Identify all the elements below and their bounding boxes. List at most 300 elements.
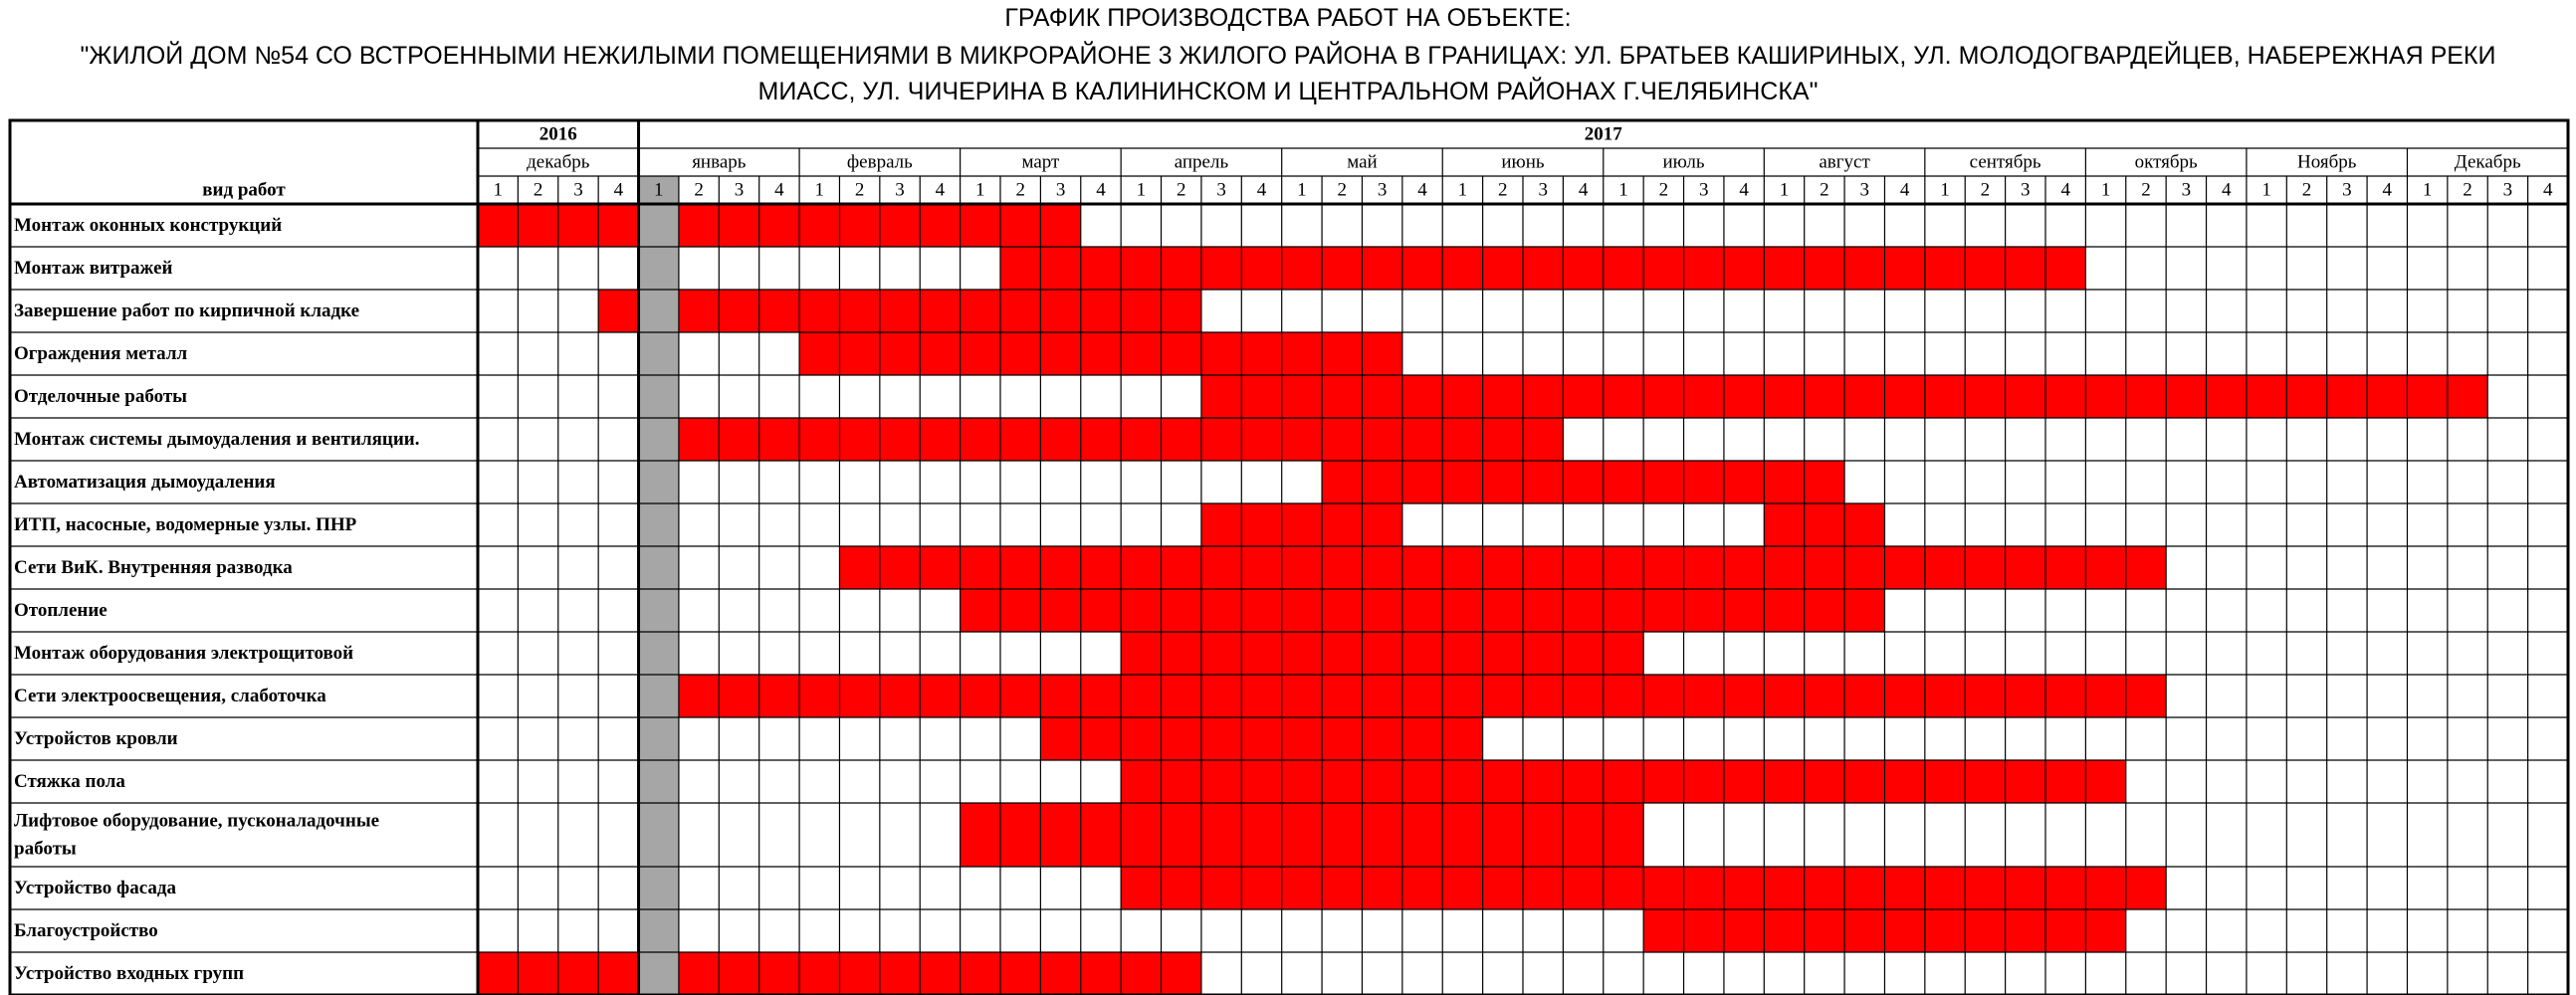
week-label: 2 [854,179,865,201]
task-bar-cell [961,952,1000,995]
task-bar-cell [1483,247,1523,290]
task-bar-cell [1241,675,1281,717]
task-bar-cell [2085,760,2125,803]
task-bar-cell [1523,867,1563,909]
task-bar-cell [1483,546,1523,589]
task-bar-cell [1483,803,1523,867]
week-label: 4 [613,179,624,201]
task-bar-cell [880,952,920,995]
task-bar-cell [1724,247,1764,290]
week-label: 4 [1256,179,1267,201]
task-bar-cell [1483,375,1523,418]
task-bar-cell [2085,867,2125,909]
task-bar-cell [1081,332,1121,375]
task-bar-cell [1442,760,1482,803]
task-name: Завершение работ по кирпичной кладке [14,299,360,321]
task-bar-cell [1805,760,1844,803]
task-bar-cell [1604,803,1643,867]
task-bar-cell [1040,290,1080,332]
task-bar-cell [1604,760,1643,803]
week-label: 1 [653,179,664,201]
task-bar-cell [1844,247,1884,290]
task-bar-cell [1362,461,1401,503]
task-bar-cell [1282,418,1322,461]
task-bar-cell [1241,717,1281,760]
week-label: 1 [814,179,825,201]
task-bar-cell [679,204,719,247]
task-bar-cell [1483,589,1523,632]
task-bar-cell [1402,461,1442,503]
task-bar-cell [1121,952,1161,995]
task-bar-cell [1965,909,2005,952]
week-label: 1 [1940,179,1950,201]
task-bar-cell [799,204,839,247]
task-bar-cell [1442,867,1482,909]
task-bar-cell [1162,760,1201,803]
task-name: Автоматизация дымоудаления [14,471,276,493]
task-bar-cell [1442,461,1482,503]
task-bar-cell [1282,803,1322,867]
week-label: 2 [1980,179,1991,201]
task-bar-cell [1081,717,1121,760]
task-bar-cell [1282,675,1322,717]
task-bar-cell [2006,909,2045,952]
task-bar-cell [839,290,879,332]
task-bar-cell [1483,760,1523,803]
task-bar-cell [1684,589,1724,632]
task-bar-cell [1925,247,1965,290]
task-bar-cell [1563,461,1603,503]
task-bar-cell [1201,867,1241,909]
task-bar-cell [2045,760,2085,803]
task-name: Отделочные работы [14,385,187,407]
task-bar-cell [1162,332,1201,375]
task-bar-cell [839,204,879,247]
task-bar-cell [1563,375,1603,418]
task-bar-cell [2407,375,2447,418]
week-label: 4 [2060,179,2070,201]
task-bar-cell [1241,632,1281,675]
week-label: 4 [1096,179,1106,201]
task-bar-cell [1925,760,1965,803]
week-label: 1 [1136,179,1147,201]
task-bar-cell [1523,418,1563,461]
week-label: 1 [2100,179,2111,201]
task-bar-cell [1241,803,1281,867]
week-label: 2 [1658,179,1669,201]
task-bar-cell [1724,675,1764,717]
task-bar-cell [2085,675,2125,717]
task-bar-cell [1322,675,1362,717]
task-bar-cell [2247,375,2286,418]
week-label: 3 [734,179,745,201]
week-label: 3 [2021,179,2031,201]
task-bar-cell [1805,675,1844,717]
week-label: 1 [2422,179,2433,201]
task-bar-cell [2085,909,2125,952]
task-bar-cell [1523,632,1563,675]
task-bar-cell [1282,760,1322,803]
task-bar-cell [1844,589,1884,632]
week-label: 1 [1457,179,1468,201]
task-bar-cell [1081,290,1121,332]
task-bar-cell [1201,760,1241,803]
task-bar-cell [1322,418,1362,461]
task-name: Монтаж оборудования электрощитовой [14,642,354,664]
task-bar-cell [2085,375,2125,418]
week-label: 4 [2543,179,2553,201]
task-bar-cell [1121,546,1161,589]
task-bar-cell [1241,247,1281,290]
task-name: Ограждения металл [14,342,188,364]
task-bar-cell [1241,503,1281,546]
task-bar-cell [1000,589,1040,632]
task-bar-cell [1684,909,1724,952]
task-bar-cell [1925,675,1965,717]
task-bar-cell [1081,803,1121,867]
task-bar-cell [1322,247,1362,290]
task-bar-cell [1040,546,1080,589]
task-bar-cell [1402,717,1442,760]
task-bar-cell [1724,867,1764,909]
month-label: сентябрь [1969,151,2041,173]
task-bar-cell [1322,503,1362,546]
task-bar-cell [1402,418,1442,461]
task-bar-cell [839,675,879,717]
task-bar-cell [1322,332,1362,375]
task-bar-cell [1844,675,1884,717]
task-bar-cell [920,290,960,332]
week-label: 3 [895,179,905,201]
task-bar-cell [759,204,799,247]
task-bar-cell [2085,546,2125,589]
month-label: март [1021,151,1060,173]
week-label: 1 [2261,179,2271,201]
task-bar-cell [1322,717,1362,760]
task-bar-cell [1402,867,1442,909]
task-bar-cell [1483,675,1523,717]
task-bar-cell [1282,867,1322,909]
task-bar-cell [1081,675,1121,717]
week-label: 2 [1176,179,1186,201]
task-bar-cell [1322,760,1362,803]
week-label: 1 [1779,179,1790,201]
task-bar-cell [2126,546,2166,589]
task-bar-cell [1442,418,1482,461]
task-bar-cell [1162,247,1201,290]
task-bar-cell [880,675,920,717]
task-bar-cell [1643,546,1683,589]
task-bar-cell [1121,632,1161,675]
task-bar-cell [1081,546,1121,589]
task-name: ИТП, насосные, водомерные узлы. ПНР [14,513,357,535]
task-bar-cell [1764,247,1804,290]
task-bar-cell [1483,632,1523,675]
task-bar-cell [920,546,960,589]
task-bar-cell [1241,418,1281,461]
task-bar-cell [2045,546,2085,589]
task-bar-cell [1764,760,1804,803]
highlight-week-column [639,176,679,995]
task-bar-cell [1965,675,2005,717]
task-bar-cell [1282,546,1322,589]
task-bar-cell [1604,589,1643,632]
task-bar-cell [1162,290,1201,332]
task-bar-cell [1121,717,1161,760]
chart-title-line-1: ГРАФИК ПРОИЗВОДСТВА РАБОТ НА ОБЪЕКТЕ: [1004,4,1572,32]
task-name: Лифтовое оборудование, пусконаладочные [14,810,380,832]
task-bar-cell [2045,675,2085,717]
task-bar-cell [1362,247,1401,290]
task-bar-cell [1805,589,1844,632]
task-bar-cell [1563,247,1603,290]
task-bar-cell [598,952,638,995]
task-bar-cell [1724,909,1764,952]
task-bar-cell [1563,546,1603,589]
task-bar-cell [1844,909,1884,952]
task-bar-cell [1040,332,1080,375]
month-label: Декабрь [2454,151,2521,173]
task-bar-cell [719,290,758,332]
task-bar-cell [1604,867,1643,909]
task-bar-cell [1162,589,1201,632]
task-bar-cell [1684,546,1724,589]
task-bar-cell [2286,375,2326,418]
task-bar-cell [2006,675,2045,717]
task-bar-cell [1523,247,1563,290]
task-bar-cell [2045,247,2085,290]
month-label: октябрь [2134,151,2198,173]
week-label: 1 [1297,179,1307,201]
week-label: 4 [1578,179,1589,201]
week-label: 3 [1216,179,1226,201]
week-label: 3 [1698,179,1709,201]
task-bar-cell [1000,675,1040,717]
task-bar-cell [1362,332,1401,375]
task-bar-cell [961,204,1000,247]
task-bar-cell [1684,461,1724,503]
task-bar-cell [1643,461,1683,503]
task-bar-cell [920,418,960,461]
task-bar-cell [1724,375,1764,418]
task-bar-cell [719,204,758,247]
task-bar-cell [1322,803,1362,867]
task-bar-cell [1162,418,1201,461]
task-bar-cell [1965,867,2005,909]
task-bar-cell [1442,247,1482,290]
task-bar-cell [1563,867,1603,909]
task-bar-cell [1604,632,1643,675]
task-bar-cell [2207,375,2247,418]
task-bar-cell [1362,803,1401,867]
task-name: Устройстов кровли [14,727,178,749]
year-label: 2017 [1584,123,1622,145]
task-bar-cell [2126,675,2166,717]
task-bar-cell [1884,760,1924,803]
task-bar-cell [1362,418,1401,461]
week-label: 3 [2502,179,2513,201]
task-bar-cell [1000,204,1040,247]
task-bar-cell [1643,375,1683,418]
task-bar-cell [1000,952,1040,995]
task-bar-cell [1604,375,1643,418]
task-bar-cell [1241,375,1281,418]
task-bar-cell [1604,247,1643,290]
task-bar-cell [1362,760,1401,803]
task-bar-cell [1764,503,1804,546]
task-bar-cell [1684,375,1724,418]
task-name: Монтаж оконных конструкций [14,214,283,236]
week-label: 3 [1859,179,1870,201]
task-bar-cell [679,290,719,332]
task-bar-cell [2367,375,2407,418]
task-bar-cell [1483,867,1523,909]
task-bar-cell [1040,952,1080,995]
task-bar-cell [1241,760,1281,803]
task-bar-cell [1201,803,1241,867]
task-bar-cell [920,952,960,995]
task-bar-cell [598,204,638,247]
task-bar-cell [1764,546,1804,589]
month-label: февраль [846,151,913,173]
week-label: 3 [2342,179,2352,201]
task-bar-cell [2006,375,2045,418]
task-bar-cell [1162,952,1201,995]
task-name: Устройство фасада [14,877,176,898]
week-label: 2 [2141,179,2151,201]
task-bar-cell [1121,760,1161,803]
task-bar-cell [1442,589,1482,632]
task-bar-cell [1121,332,1161,375]
week-label: 4 [935,179,946,201]
task-bar-cell [799,675,839,717]
task-bar-cell [839,418,879,461]
task-bar-cell [2045,867,2085,909]
task-bar-cell [1000,247,1040,290]
task-bar-cell [2045,375,2085,418]
task-bar-cell [759,675,799,717]
task-bar-cell [1322,632,1362,675]
month-label: январь [692,151,747,173]
month-label: июнь [1501,151,1545,173]
week-label: 1 [1618,179,1628,201]
task-bar-cell [2327,375,2367,418]
task-bar-cell [1081,247,1121,290]
task-bar-cell [1282,503,1322,546]
task-bar-cell [839,952,879,995]
task-bar-cell [1925,375,1965,418]
task-bar-cell [1362,675,1401,717]
month-label: июль [1662,151,1705,173]
task-name: Благоустройство [14,919,158,941]
task-bar-cell [1322,546,1362,589]
task-bar-cell [1643,675,1683,717]
task-bar-cell [1965,375,2005,418]
task-bar-cell [719,675,758,717]
task-bar-cell [1805,461,1844,503]
task-bar-cell [1121,290,1161,332]
task-bar-cell [1844,546,1884,589]
task-bar-cell [799,418,839,461]
task-bar-cell [1362,503,1401,546]
task-bar-cell [2126,375,2166,418]
task-bar-cell [1604,675,1643,717]
task-bar-cell [598,290,638,332]
task-bar-cell [1805,375,1844,418]
task-bar-cell [1483,418,1523,461]
task-bar-cell [558,204,598,247]
task-bar-cell [880,332,920,375]
task-bar-cell [1884,909,1924,952]
task-bar-cell [1201,503,1241,546]
task-name: Стяжка пола [14,770,125,792]
task-bar-cell [1322,589,1362,632]
task-bar-cell [1604,546,1643,589]
task-name: работы [14,838,77,860]
task-bar-cell [839,546,879,589]
task-bar-cell [880,290,920,332]
task-bar-cell [1523,589,1563,632]
task-bar-cell [880,546,920,589]
task-bar-cell [1523,760,1563,803]
task-name: Устройство входных групп [14,962,245,984]
task-bar-cell [1201,375,1241,418]
task-bar-cell [1925,546,1965,589]
task-name: Сети ВиК. Внутренняя разводка [14,556,293,578]
task-bar-cell [1362,632,1401,675]
task-bar-cell [1040,247,1080,290]
task-bar-cell [1040,717,1080,760]
task-bar-cell [1805,247,1844,290]
task-bar-cell [1162,803,1201,867]
task-name: Монтаж системы дымоудаления и вентиляции. [14,428,420,450]
month-label: май [1347,151,1378,173]
task-bar-cell [1322,461,1362,503]
week-label: 3 [1538,179,1548,201]
task-bar-cell [799,332,839,375]
task-bar-cell [1523,675,1563,717]
task-bar-cell [1000,332,1040,375]
task-bar-cell [1563,632,1603,675]
week-label: 2 [1498,179,1508,201]
task-bar-cell [1805,909,1844,952]
task-bar-cell [2166,375,2206,418]
task-bar-cell [759,952,799,995]
week-label: 2 [533,179,543,201]
task-bar-cell [1121,418,1161,461]
year-label: 2016 [538,123,577,145]
task-bar-cell [1764,589,1804,632]
task-bar-cell [1201,332,1241,375]
task-bar-cell [1442,375,1482,418]
task-bar-cell [1724,546,1764,589]
task-bar-cell [1643,760,1683,803]
task-bar-cell [1121,589,1161,632]
task-bar-cell [2448,375,2487,418]
task-bar-cell [1282,632,1322,675]
task-bar-cell [1442,803,1482,867]
task-bar-cell [1844,760,1884,803]
task-bar-cell [1121,247,1161,290]
task-bar-cell [1081,589,1121,632]
chart-title-line-2: "ЖИЛОЙ ДОМ №54 СО ВСТРОЕННЫМИ НЕЖИЛЫМИ ПОМЕЩЕНИЯМИ В МИКРОРАЙОНЕ 3 ЖИЛОГО РАЙОНА В ГРАНИЦАХ: УЛ. БРАТЬЕВ КАШИРИНЫХ, УЛ. МОЛОДОГВАРДЕЙЦЕВ, НАБЕРЕЖНАЯ РЕКИ [80,42,2496,70]
chart-title-line-3: МИАСС, УЛ. ЧИЧЕРИНА В КАЛИНИНСКОМ И ЦЕНТРАЛЬНОМ РАЙОНАХ Г.ЧЕЛЯБИНСКА" [757,78,1819,105]
task-bar-cell [1081,952,1121,995]
task-bar-cell [1402,375,1442,418]
week-label: 3 [1377,179,1388,201]
week-label: 2 [2301,179,2312,201]
month-label: апрель [1174,151,1229,173]
